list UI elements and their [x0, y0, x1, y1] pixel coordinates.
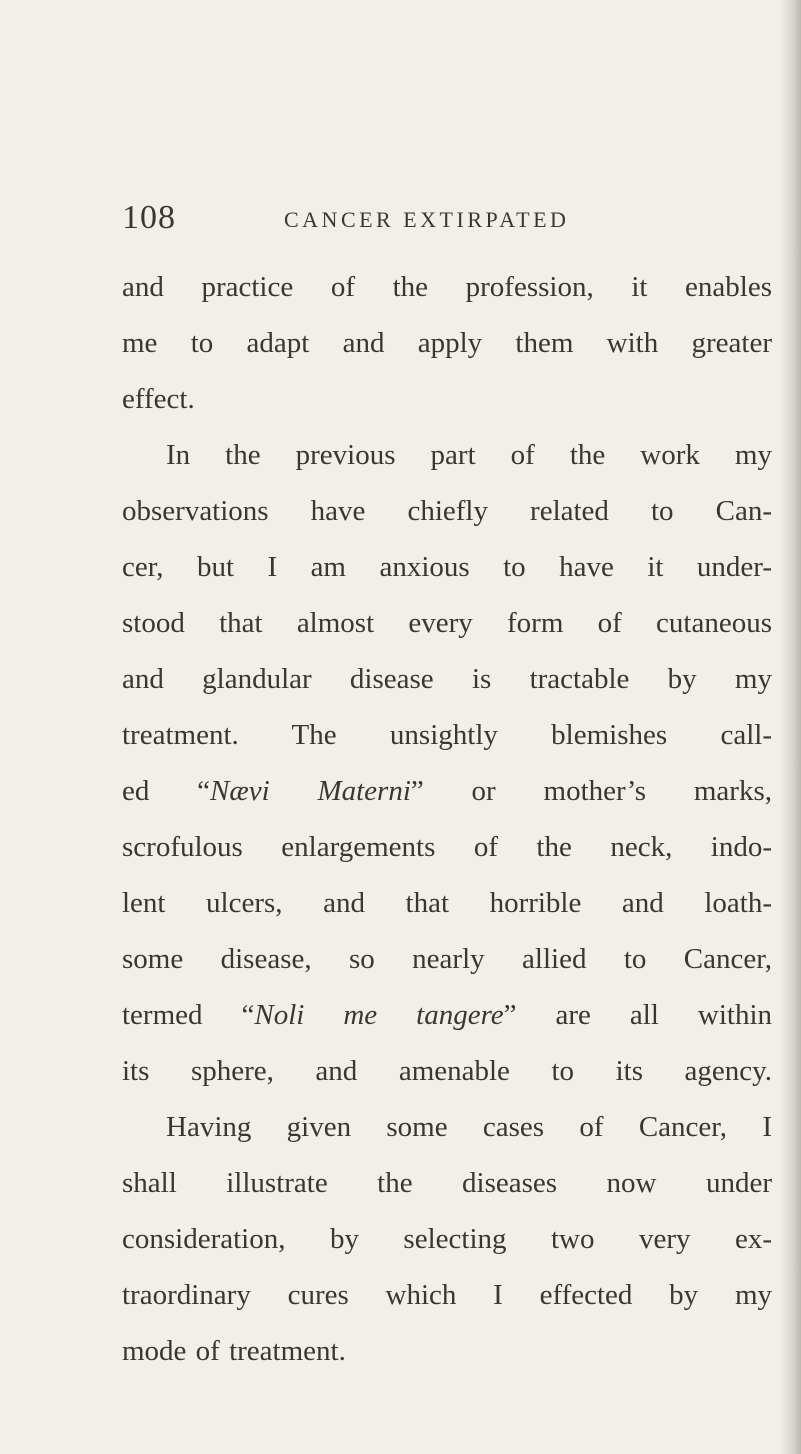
text-line: some disease, so nearly allied to Cancer,: [122, 943, 772, 975]
text-line: and glandular disease is tractable by my: [122, 663, 772, 695]
text-line: mode of treatment.: [122, 1335, 346, 1367]
text-line: scrofulous enlargements of the neck, indo-: [122, 831, 772, 863]
italic-term: Nævi Materni: [210, 775, 411, 807]
paragraph-first-line: In the previous part of the work my: [166, 439, 772, 471]
text-line: effect.: [122, 383, 195, 415]
text-line: observations have chiefly related to Can-: [122, 495, 772, 527]
text-line: treatment. The unsightly blemishes call-: [122, 719, 772, 751]
text-line: and practice of the profession, it enables: [122, 271, 772, 303]
text-line: ed “Nævi Materni” or mother’s marks,: [122, 775, 772, 807]
text-line: lent ulcers, and that horrible and loath-: [122, 887, 772, 919]
running-title: CANCER EXTIRPATED: [284, 207, 570, 232]
text-line: stood that almost every form of cutaneous: [122, 607, 772, 639]
italic-term: Noli me tangere: [254, 999, 504, 1031]
text-line: consideration, by selecting two very ex-: [122, 1223, 772, 1255]
text-line: me to adapt and apply them with greater: [122, 327, 772, 359]
page-number: 108: [122, 199, 176, 236]
text-line: cer, but I am anxious to have it under-: [122, 551, 772, 583]
text-line: its sphere, and amenable to its agency.: [122, 1055, 772, 1087]
text-line: traordinary cures which I effected by my: [122, 1279, 772, 1311]
running-head: [122, 196, 642, 240]
body-text: [122, 266, 772, 1386]
text-line: termed “Noli me tangere” are all within: [122, 999, 773, 1031]
paragraph-first-line: Having given some cases of Cancer, I: [166, 1111, 772, 1143]
text-line: shall illustrate the diseases now under: [122, 1167, 772, 1199]
page-edge-shadow: [779, 0, 801, 1454]
